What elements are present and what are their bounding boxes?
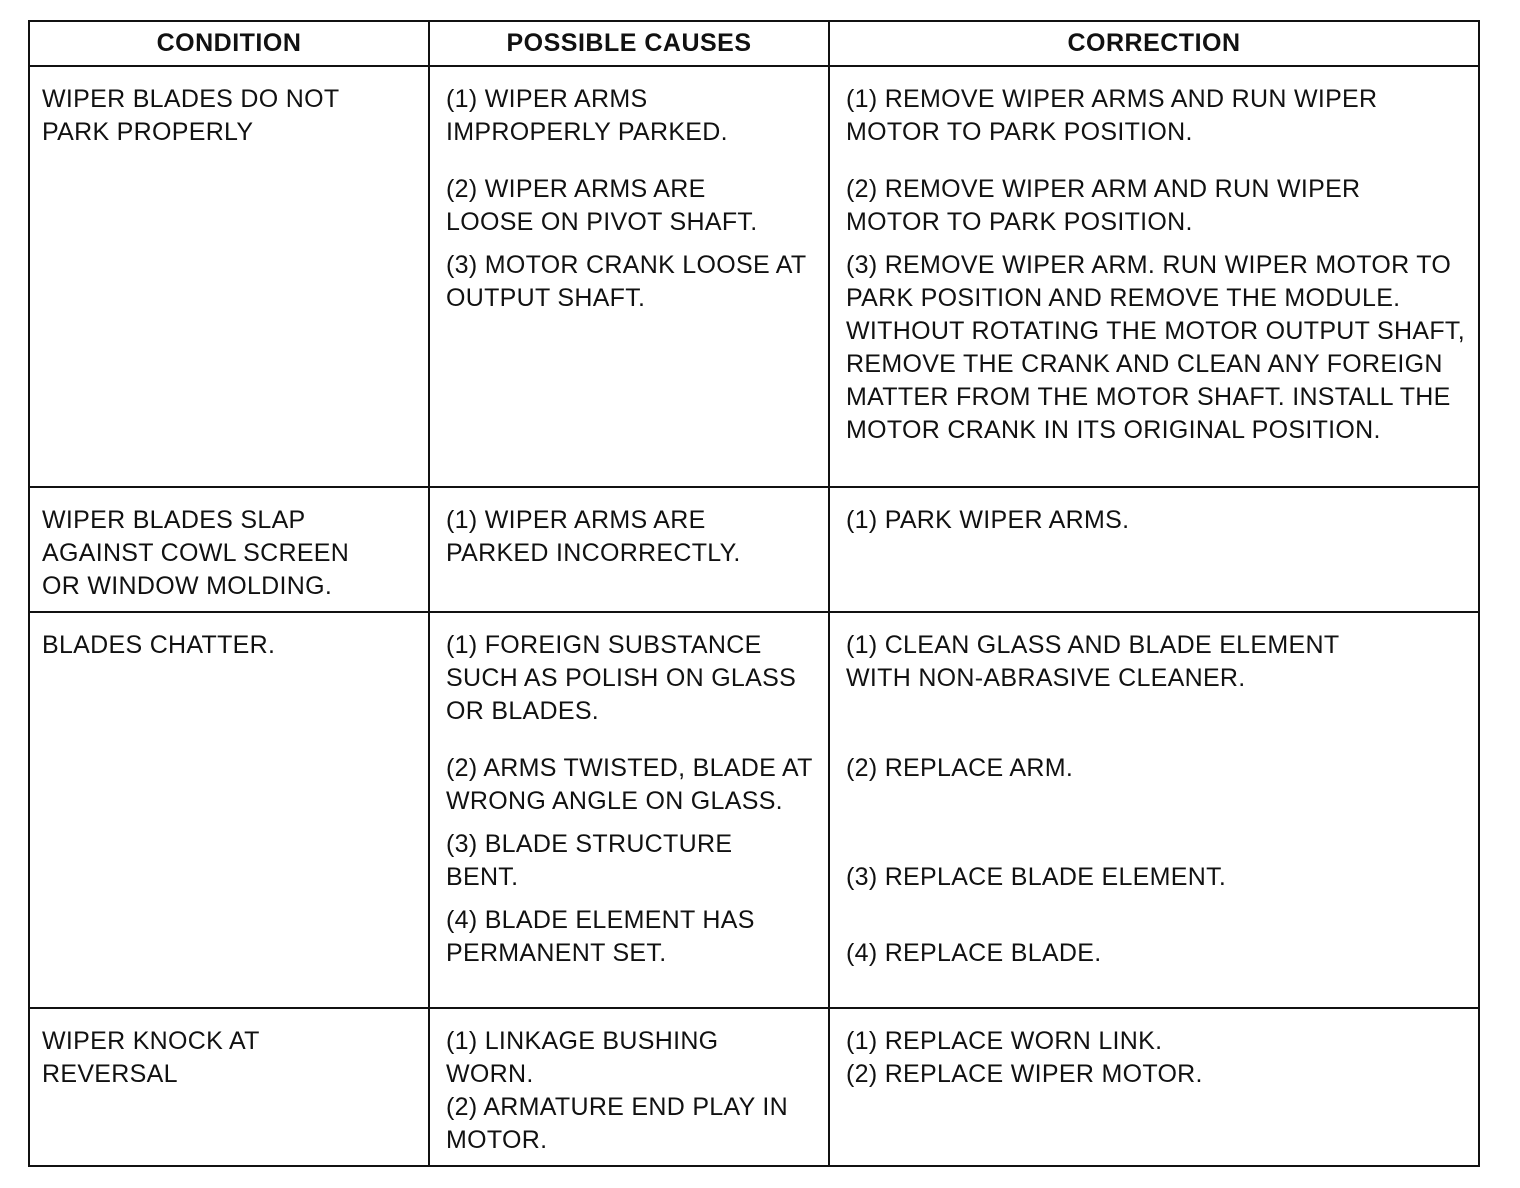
header-condition: CONDITION (29, 21, 429, 66)
correction-item: (2) REPLACE ARM. (846, 754, 1074, 782)
condition-cell (29, 66, 429, 487)
cause-item: (4) BLADE ELEMENT HAS PERMANENT SET. (446, 906, 755, 967)
condition-cell (29, 487, 429, 612)
correction-cell (829, 66, 1479, 487)
cause-item: (1) WIPER ARMS ARE PARKED INCORRECTLY. (446, 506, 741, 567)
cause-item: (1) WIPER ARMS IMPROPERLY PARKED. (446, 85, 728, 146)
causes-cell (429, 612, 829, 1008)
table-row (29, 487, 1479, 612)
cause-item: (2) ARMS TWISTED, BLADE AT WRONG ANGLE ON GLASS. (446, 754, 813, 815)
condition-text: WIPER KNOCK AT REVERSAL (42, 1027, 260, 1088)
condition-text: WIPER BLADES DO NOT PARK PROPERLY (42, 85, 339, 146)
table-row (29, 66, 1479, 487)
header-correction: CORRECTION (829, 21, 1479, 66)
correction-item: (1) REPLACE WORN LINK. (846, 1027, 1163, 1055)
causes-cell (429, 66, 829, 487)
cause-item: (1) LINKAGE BUSHING WORN. (446, 1027, 719, 1088)
correction-item: (3) REMOVE WIPER ARM. RUN WIPER MOTOR TO PARK POSITION AND REMOVE THE MODULE. WITHOUT ROTATING THE MOTOR OUTPUT SHAFT, REMOVE THE CRANK AND CLEAN ANY FOREIGN MATTER FROM THE MOTOR SHAFT. INSTALL THE MOTOR CRANK IN ITS ORIGINAL POSITION. (846, 251, 1465, 444)
table-row (29, 612, 1479, 1008)
condition-text: BLADES CHATTER. (42, 631, 276, 659)
cause-item: (2) WIPER ARMS ARE LOOSE ON PIVOT SHAFT. (446, 175, 758, 236)
correction-item: (4) REPLACE BLADE. (846, 939, 1102, 967)
correction-item: (3) REPLACE BLADE ELEMENT. (846, 863, 1227, 891)
header-row (29, 21, 1479, 66)
correction-cell (829, 1008, 1479, 1166)
cause-item: (1) FOREIGN SUBSTANCE SUCH AS POLISH ON GLASS OR BLADES. (446, 631, 797, 725)
cause-item: (2) ARMATURE END PLAY IN MOTOR. (446, 1093, 788, 1154)
correction-item: (1) CLEAN GLASS AND BLADE ELEMENT WITH NON-ABRASIVE CLEANER. (846, 631, 1339, 692)
cause-item: (3) BLADE STRUCTURE BENT. (446, 830, 733, 891)
correction-item: (1) REMOVE WIPER ARMS AND RUN WIPER MOTOR TO PARK POSITION. (846, 85, 1378, 146)
condition-cell (29, 1008, 429, 1166)
condition-cell (29, 612, 429, 1008)
correction-item: (2) REMOVE WIPER ARM AND RUN WIPER MOTOR TO PARK POSITION. (846, 175, 1361, 236)
causes-cell (429, 1008, 829, 1166)
diagnosis-table (28, 20, 1480, 1167)
correction-item: (1) PARK WIPER ARMS. (846, 506, 1130, 534)
cause-item: (3) MOTOR CRANK LOOSE AT OUTPUT SHAFT. (446, 251, 807, 312)
condition-text: WIPER BLADES SLAP AGAINST COWL SCREEN OR WINDOW MOLDING. (42, 506, 350, 600)
correction-cell (829, 612, 1479, 1008)
causes-cell (429, 487, 829, 612)
correction-cell (829, 487, 1479, 612)
table-row (29, 1008, 1479, 1166)
diagnosis-chart (28, 20, 1478, 1167)
header-possible-causes: POSSIBLE CAUSES (429, 21, 829, 66)
correction-item: (2) REPLACE WIPER MOTOR. (846, 1060, 1203, 1088)
